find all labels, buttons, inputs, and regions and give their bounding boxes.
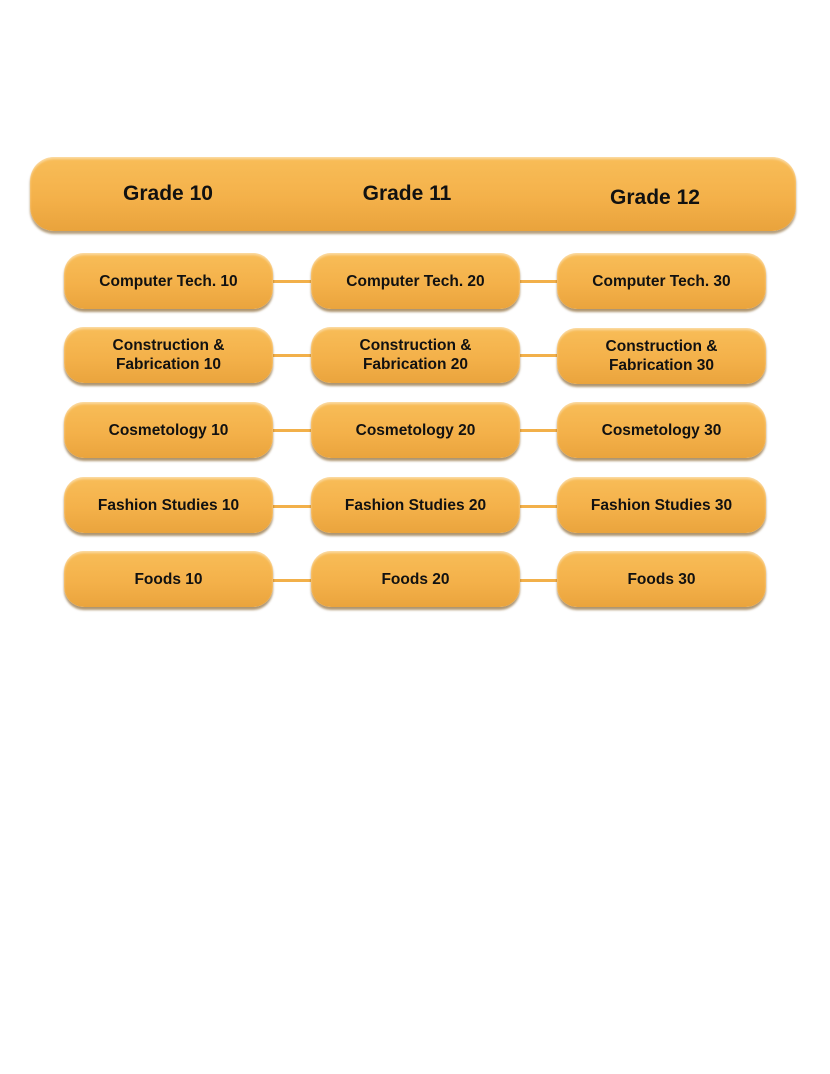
connector-fashion-studies-20-30 <box>519 505 559 508</box>
grade-10-heading: Grade 10 <box>123 182 213 205</box>
grade-11-heading: Grade 11 <box>362 182 452 205</box>
grade-12-heading: Grade 12 <box>610 186 700 209</box>
course-construction-fabrication-30: Construction & Fabrication 30 <box>557 328 766 384</box>
course-fashion-studies-10: Fashion Studies 10 <box>64 477 273 533</box>
course-foods-20: Foods 20 <box>311 551 520 607</box>
course-fashion-studies-30: Fashion Studies 30 <box>557 477 766 533</box>
connector-computer-tech-10-20 <box>272 280 313 283</box>
course-cosmetology-20: Cosmetology 20 <box>311 402 520 458</box>
connector-construction-10-20 <box>272 354 313 357</box>
connector-computer-tech-20-30 <box>519 280 559 283</box>
course-computer-tech-20: Computer Tech. 20 <box>311 253 520 309</box>
course-computer-tech-30: Computer Tech. 30 <box>557 253 766 309</box>
connector-foods-20-30 <box>519 579 559 582</box>
course-cosmetology-30: Cosmetology 30 <box>557 402 766 458</box>
connector-fashion-studies-10-20 <box>272 505 313 508</box>
connector-foods-10-20 <box>272 579 313 582</box>
connector-construction-20-30 <box>519 354 559 357</box>
connector-cosmetology-10-20 <box>272 429 313 432</box>
course-foods-30: Foods 30 <box>557 551 766 607</box>
course-fashion-studies-20: Fashion Studies 20 <box>311 477 520 533</box>
course-construction-fabrication-10: Construction & Fabrication 10 <box>64 327 273 383</box>
course-cosmetology-10: Cosmetology 10 <box>64 402 273 458</box>
course-construction-fabrication-20: Construction & Fabrication 20 <box>311 327 520 383</box>
connector-cosmetology-20-30 <box>519 429 559 432</box>
course-computer-tech-10: Computer Tech. 10 <box>64 253 273 309</box>
course-foods-10: Foods 10 <box>64 551 273 607</box>
